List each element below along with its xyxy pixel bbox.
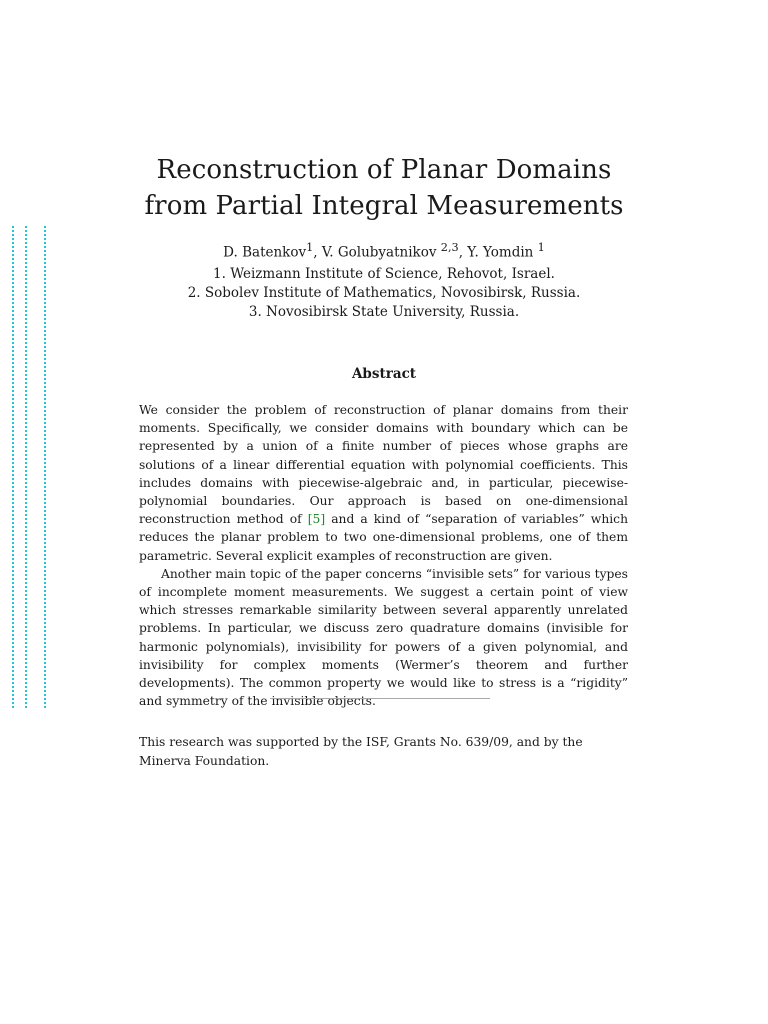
author-batenkov: D. Batenkov	[223, 244, 307, 261]
author-golubyatnikov-affil: 2,3	[440, 241, 459, 254]
title-line-1: Reconstruction of Planar Domains	[156, 155, 612, 185]
author-list: D. Batenkov$^1$, V. Golubyatnikov $^{2,3}$, Y. Yomdin $^1$	[223, 241, 545, 261]
funding-footnote: This research was supported by the ISF, Grants No. 639/09, and by the Minerva Foundation.	[139, 735, 583, 768]
citation-link-5[interactable]: [5]	[307, 512, 326, 527]
abstract-heading: Abstract	[351, 366, 417, 382]
author-yomdin: Y. Yomdin	[467, 244, 538, 261]
abstract-body	[139, 401, 628, 710]
author-yomdin-affil: 1	[537, 241, 545, 254]
affiliation-2: 2. Sobolev Institute of Mathematics, Novosibirsk, Russia.	[187, 285, 581, 301]
affiliation-list	[0, 265, 768, 322]
footnote-divider	[270, 698, 490, 699]
title-line-2: from Partial Integral Measurements	[144, 191, 624, 221]
author-batenkov-affil: 1	[306, 241, 314, 254]
paper-title	[0, 152, 768, 224]
abstract-paragraph-2: Another main topic of the paper concerns “invisible sets” for various types of incomplete moment measurements. We suggest a certain point of view which stresses remarkable similarity between several apparently unrelated problems. In particular, we discuss zero quadrature domains (invisible for harmonic polynomials), invisibility for powers of a given polynomial, and invisibility for complex moments (Wermer’s theorem and further developments). The common property we would like to stress is a “rigidity” and symmetry of the invisible objects.	[139, 566, 628, 709]
author-golubyatnikov: V. Golubyatnikov	[321, 244, 441, 261]
abstract-paragraph-1: We consider the problem of reconstruction of planar domains from their moments. Specifically, we consider domains with boundary which can be represented by a union of a finite number of pieces whose graphs are solutions of a linear differential equation with polynomial coefficients. This includes domains with piecewise-algebraic and, in particular, piecewise-polynomial boundaries. Our approach is based on one-dimensional reconstruction method of [5] and a kind of “separation of variables” which reduces the planar problem to two one-dimensional problems, one of them parametric. Several explicit examples of reconstruction are given.	[139, 403, 628, 563]
affiliation-3: 3. Novosibirsk State University, Russia.	[248, 304, 520, 320]
affiliation-1: 1. Weizmann Institute of Science, Rehovot, Israel.	[213, 266, 555, 282]
